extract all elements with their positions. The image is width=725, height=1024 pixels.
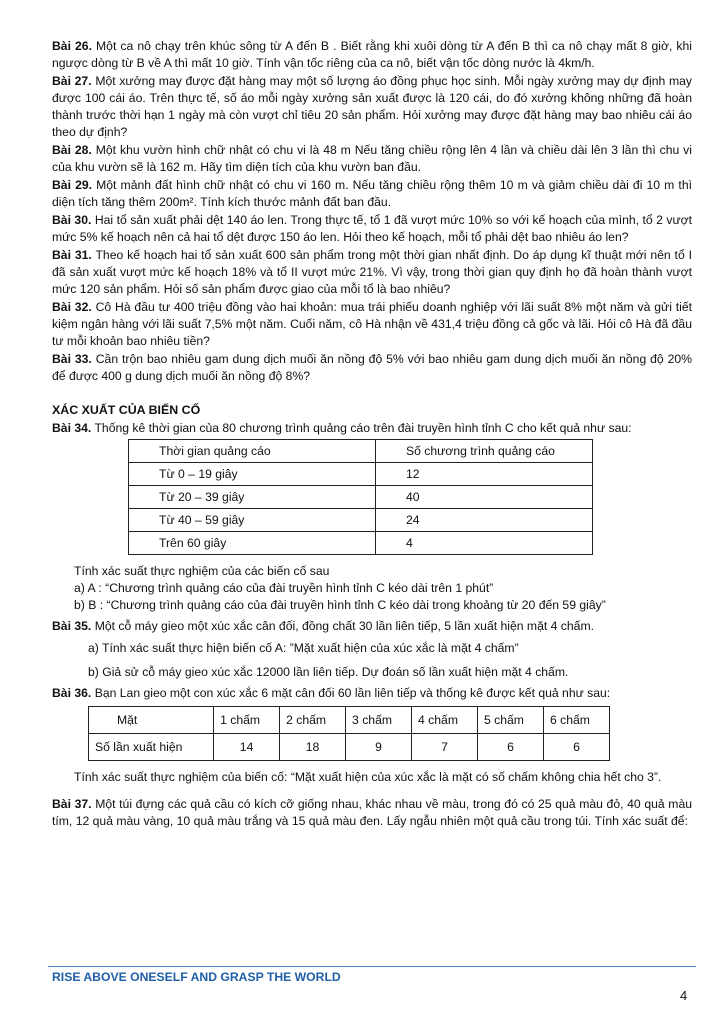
table-cell: Từ 20 – 39 giây [129,486,376,509]
problem-26: Bài 26. Một ca nô chạy trên khúc sông từ A đến B . Biết rằng khi xuôi dòng từ A đến B thì ca nô chạy mất 8 giờ, khi ngược dòng từ B về A thì mất 10 giờ. Tính vận tốc riêng của ca nô, biết vận tốc dòng nước là 4km/h. [52,39,692,70]
table-cell: 6 [543,734,609,761]
problem-33: Bài 33. Cần trộn bao nhiêu gam dung dịch muối ăn nồng độ 5% với bao nhiêu gam dung dịch muối ăn nồng độ 20% để được 400 g dung dịch muối ăn nồng độ 8%? [52,352,692,383]
table-row [129,486,593,509]
table-cell: 3 chấm [346,707,412,734]
problem-36: Bài 36. Bạn Lan gieo một con xúc xắc 6 mặt cân đối 60 lần liên tiếp và thống kê được kết quả như sau: [52,686,611,700]
problem-35: Bài 35. Một cỗ máy gieo một xúc xắc cân đối, đồng chất 30 lần liên tiếp, 5 lần xuất hiện mặt 4 chấm. [52,619,594,633]
problem-27: Bài 27. Một xưởng may được đặt hàng may một số lượng áo đồng phục học sinh. Mỗi ngày xưởng may dự định may được 100 cái áo. Trên thực tế, số áo mỗi ngày xưởng sản xuất được là 120 cái, do đó xưởng không những đã hoàn thành trước thời hạn 1 ngày mà còn vượt chỉ tiêu 20 sản phẩm. Hỏi xưởng may được đặt hàng may bao nhiêu cái áo theo dự định? [52,74,693,139]
problem-30: Bài 30. Hai tổ sản xuất phải dệt 140 áo len. Trong thực tế, tổ 1 đã vượt mức 10% so với kế hoạch của mình, tổ 2 vượt mức 5% kế hoạch nên cả hai tổ dệt được 150 áo len. Hỏi theo kế hoạch, mỗi tổ phải dệt bao nhiêu áo len? [52,213,692,244]
problem-34: Bài 34. Thống kê thời gian của 80 chương trình quảng cáo trên đài truyền hình tỉnh C cho kết quả như sau: [52,421,632,435]
footer-rule [48,966,696,967]
table-cell: 4 [376,532,593,555]
table-cell: 12 [376,463,593,486]
table-cell: 5 chấm [477,707,543,734]
table-cell: 1 chấm [214,707,280,734]
problem-28: Bài 28. Một khu vườn hình chữ nhật có chu vi là 48 m Nếu tăng chiều rộng lên 4 lần và chiều dài lên 3 lần thì chu vi của khu vườn sẽ là 162 m. Hãy tìm diện tích của khu vườn ban đầu. [52,143,692,174]
table-cell: 4 chấm [412,707,478,734]
problem-34-part-b: b) B : “Chương trình quảng cáo của đài truyền hình tỉnh C kéo dài trong khoảng từ 20 đến 59 giây” [74,598,606,612]
table-cell: 14 [214,734,280,761]
problem-34-ask: Tính xác suất thực nghiệm của các biến cố sau [74,564,330,578]
page-content [52,38,692,831]
table-row [129,463,593,486]
footer-slogan: RISE ABOVE ONESELF AND GRASP THE WORLD [52,970,341,984]
table-cell: Trên 60 giây [129,532,376,555]
table-cell: 7 [412,734,478,761]
page-number: 4 [680,988,688,1003]
table-header-cell: Số chương trình quảng cáo [376,440,593,463]
problem-31: Bài 31. Theo kế hoạch hai tổ sản xuất 600 sản phẩm trong một thời gian nhất định. Do áp dụng kĩ thuật mới nên tổ I đã sản xuất vượt mức kế hoạch 18% và tổ II vượt mức 21%. Vì vậy, trong thời gian quy định họ đã hoàn thành vượt mức 120 sản phẩm. Hỏi số sản phẩm được giao của mỗi tổ là bao nhiêu? [52,248,692,296]
problem-35-part-b: b) Giả sử cỗ máy gieo xúc xắc 12000 lần liên tiếp. Dự đoán số lần xuất hiện mặt 4 chấm. [88,665,569,679]
problem-34-part-a: a) A : “Chương trình quảng cáo của đài truyền hình tỉnh C kéo dài trên 1 phút” [74,581,494,595]
table-cell: 9 [346,734,412,761]
table-header-cell: Thời gian quảng cáo [129,440,376,463]
table-cell: Mặt [89,707,214,734]
problem-32: Bài 32. Cô Hà đầu tư 400 triệu đồng vào hai khoản: mua trái phiếu doanh nghiệp với lãi suất 8% một năm và gửi tiết kiệm ngân hàng với lãi suất 7,5% một năm. Cuối năm, cô Hà nhận về 431,4 triệu đồng cả gốc và lãi. Hỏi cô Hà đã đầu tư mỗi khoản bao nhiêu tiền? [52,300,692,348]
dice-results-table [88,706,610,761]
table-cell: 2 chấm [280,707,346,734]
table-row [89,734,610,761]
table-cell: 6 chấm [543,707,609,734]
table-cell: Từ 40 – 59 giây [129,509,376,532]
table-cell: 24 [376,509,593,532]
table-cell: 18 [280,734,346,761]
problem-37: Bài 37. Một túi đựng các quả cầu có kích cỡ giống nhau, khác nhau về màu, trong đó có 25 quả màu đỏ, 40 quả màu tím, 12 quả màu vàng, 10 quả màu trắng và 15 quả màu đen. Lấy ngẫu nhiên một quả cầu trong túi. Tính xác suất để: [52,797,692,828]
table-cell: 40 [376,486,593,509]
table-row [129,532,593,555]
ad-duration-table [128,439,593,555]
problem-35-part-a: a) Tính xác suất thực hiện biến cố A: ”Mặt xuất hiện của xúc xắc là mặt 4 chấm” [88,641,519,655]
table-cell: Từ 0 – 19 giây [129,463,376,486]
table-cell: 6 [477,734,543,761]
table-row [89,707,610,734]
table-header-row [129,440,593,463]
table-cell: Số lần xuất hiện [89,734,214,761]
section-title: XÁC XUẤT CỦA BIẾN CỐ [52,403,201,417]
problem-29: Bài 29. Một mảnh đất hình chữ nhật có chu vi 160 m. Nếu tăng chiều rộng thêm 10 m và giảm chiều dài đi 10 m thì diện tích tăng thêm 200m². Tính kích thước mảnh đất ban đầu. [52,178,692,209]
table-row [129,509,593,532]
problem-36-ask: Tính xác suất thực nghiệm của biến cố: “Mặt xuất hiện của xúc xắc là mặt có số chấm không chia hết cho 3”. [74,770,662,784]
